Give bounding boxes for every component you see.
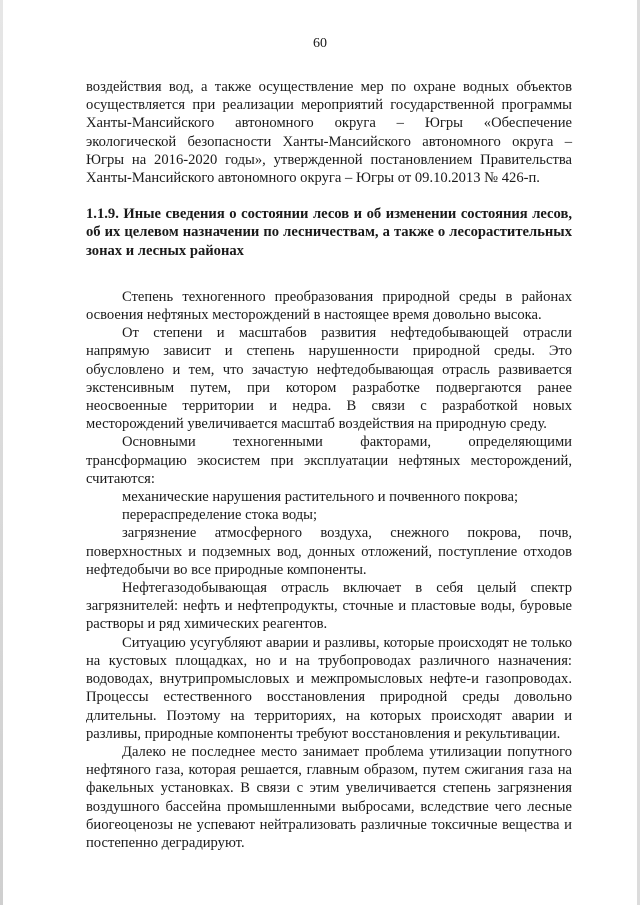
- paragraph: Нефтегазодобывающая отрасль включает в себя целый спектр загрязнителей: нефть и нефтепродукты, сточные и пластовые воды, буровые растворы и ряд химических реагентов.: [86, 580, 572, 633]
- paragraph: Ситуацию усугубляют аварии и разливы, которые происходят не только на кустовых площадках, но и на трубопроводах различного назначения: водоводах, внутрипромысловых и межпромысловых нефте-и газопроводах. Процессы естественного восстановления природной среды довольно длительны. Поэтому на территориях, на которых происходят аварии и разливы, природные компоненты требуют восстановления и рекультивации.: [86, 634, 572, 742]
- paragraph: Степень техногенного преобразования природной среды в районах освоения нефтяных месторождений в настоящее время довольно высока.: [86, 288, 572, 324]
- paragraph: Далеко не последнее место занимает проблема утилизации попутного нефтяного газа, которая решается, главным образом, путем сжигания газа на факельных установках. В связи с этим увеличивается степень загрязнения воздушного бассейна промышленными выбросами, вследствие чего лесные биогеоценозы не успевают нейтрализовать различные токсичные вещества и постепенно деградируют.: [86, 743, 572, 851]
- list-item: механические нарушения растительного и почвенного покрова;: [122, 489, 519, 506]
- list-item: загрязнение атмосферного воздуха, снежного покрова, почв, поверхностных и подземных вод, донных отложений, поступление отходов нефтедобычи во все природные компоненты.: [86, 525, 572, 578]
- paragraph-continuation: воздействия вод, а также осуществление мер по охране водных объектов осуществляется при реализации мероприятий государственной программы Ханты-Мансийского автономного округа – Югры «Обеспечение экологической безопасности Ханты-Мансийского автономного округа – Югры на 2016-2020 годы», утвержденной постановлением Правительства Ханты-Мансийского автономного округа – Югры от 09.10.2013 № 426-п.: [86, 79, 572, 187]
- paragraph: От степени и масштабов развития нефтедобывающей отрасли напрямую зависит и степень нарушенности природной среды. Это обусловлено и тем, что зачастую нефтедобывающая отрасль развивается экстенсивным путем, при котором разработке подвергаются ранее неосвоенные территории и недра. В связи с разработкой новых месторождений увеличивается масштаб воздействия на природную среду.: [86, 325, 572, 433]
- scan-left-edge: [0, 0, 3, 905]
- list-item: перераспределение стока воды;: [122, 507, 318, 524]
- section-heading: 1.1.9. Иные сведения о состоянии лесов и об изменении состояния лесов, об их целевом назначении по лесничествам, а также о лесорастительных зонах и лесных районах: [86, 206, 572, 259]
- paragraph: Основными техногенными факторами, определяющими трансформацию экосистем при эксплуатации нефтяных месторождений, считаются:: [86, 434, 572, 487]
- document-body: [86, 78, 572, 852]
- page-number: 60: [313, 36, 327, 51]
